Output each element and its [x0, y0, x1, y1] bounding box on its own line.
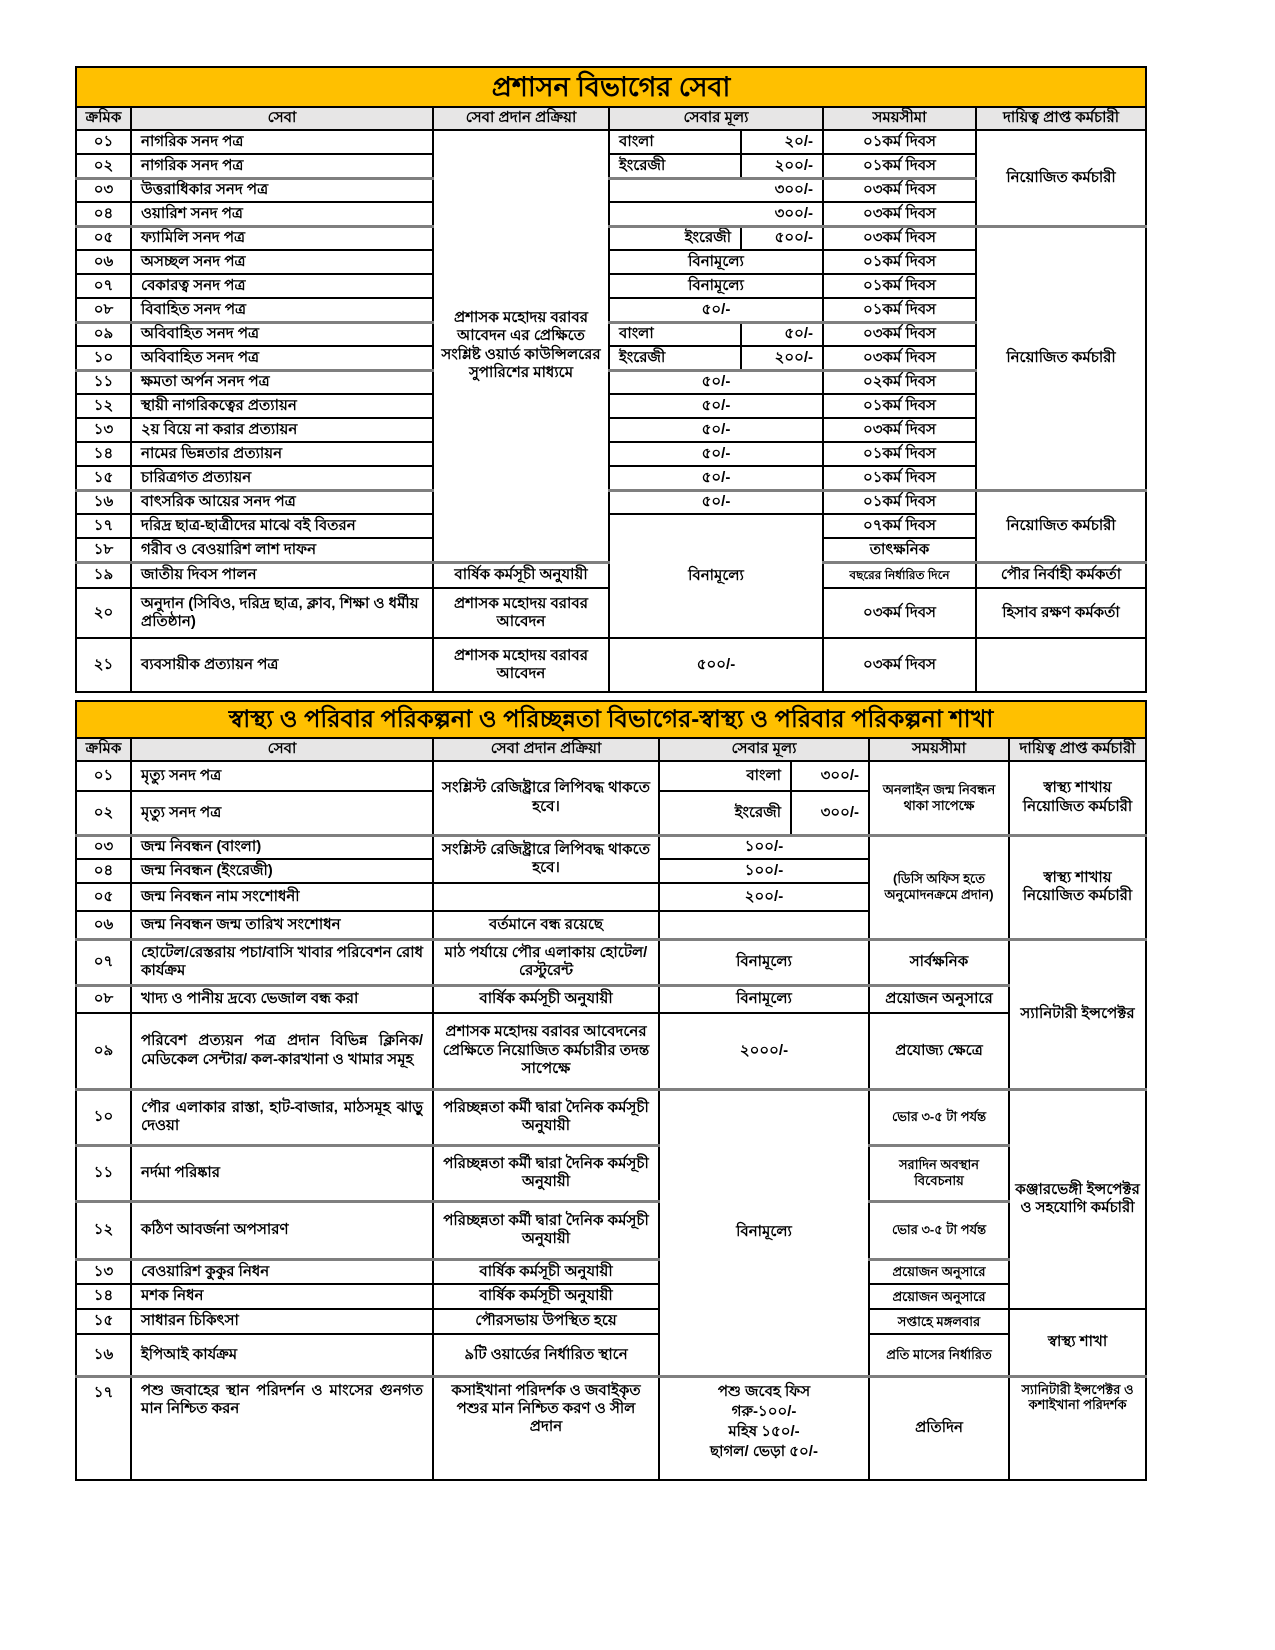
col-header-price: সেবার মূল্য: [659, 738, 869, 761]
process-cell: পরিচ্ছন্নতা কর্মী দ্বারা দৈনিক কর্মসূচী অনুযায়ী: [433, 1089, 659, 1145]
time-cell: ভোর ৩-৫ টা পর্যন্ত: [869, 1201, 1009, 1259]
col-header-service: সেবা: [131, 107, 433, 130]
service-cell: ইপিআই কার্যক্রম: [131, 1334, 433, 1376]
service-cell: জন্ম নিবন্ধন (বাংলা): [131, 835, 433, 859]
price-cell: ৫০/-: [609, 298, 823, 322]
table-row: [76, 985, 1146, 1013]
price-lang-cell: বাংলা: [659, 761, 791, 791]
time-cell: প্রতি মাসের নির্ধারিত: [869, 1334, 1009, 1376]
staff-cell: হিসাব রক্ষণ কর্মকর্তা: [976, 588, 1146, 638]
serial-cell: ০২: [76, 154, 131, 178]
price-cell: ২০/-: [741, 130, 823, 154]
process-cell-merged: প্রশাসক মহোদয় বরাবর আবেদন এর প্রেক্ষিতে সংশ্লিষ্ট ওয়ার্ড কাউন্সিলরের সুপারিশের মাধ্যমে: [433, 130, 609, 562]
service-cell: পৌর এলাকার রাস্তা, হাট-বাজার, মাঠসমূহ ঝাড়ু দেওয়া: [131, 1089, 433, 1145]
service-cell: জন্ম নিবন্ধন নাম সংশোধনী: [131, 883, 433, 911]
section-title-row: [76, 701, 1146, 738]
staff-cell-merged: নিয়োজিত কর্মচারী: [976, 130, 1146, 226]
price-cell: ৫০/-: [609, 442, 823, 466]
serial-cell: ১৪: [76, 442, 131, 466]
service-cell: নামের ভিন্নতার প্রত্যায়ন: [131, 442, 433, 466]
table-row: [76, 1201, 1146, 1259]
process-cell: বার্ষিক কর্মসূচী অনুযায়ী: [433, 562, 609, 588]
time-cell: ০১কর্ম দিবস: [823, 442, 976, 466]
serial-cell: ০৪: [76, 202, 131, 226]
process-cell: মাঠ পর্যায়ে পৌর এলাকায় হোটেল/ রেস্টুরেন্ট: [433, 939, 659, 985]
price-cell: বিনামূল্যে: [609, 274, 823, 298]
staff-cell-merged: স্বাস্থ্য শাখায় নিয়োজিত কর্মচারী: [1009, 761, 1146, 835]
serial-cell: ১৫: [76, 1309, 131, 1334]
service-cell: মশক নিধন: [131, 1284, 433, 1309]
service-cell: মৃত্যু সনদ পত্র: [131, 761, 433, 791]
serial-cell: ১৩: [76, 1259, 131, 1284]
staff-cell-merged: স্বাস্থ্য শাখায় নিয়োজিত কর্মচারী: [1009, 835, 1146, 939]
serial-cell: ০৫: [76, 883, 131, 911]
serial-cell: ০৩: [76, 178, 131, 202]
serial-cell: ১৯: [76, 562, 131, 588]
table-row: [76, 939, 1146, 985]
price-cell: [659, 1376, 869, 1480]
staff-cell-merged: নিয়োজিত কর্মচারী: [976, 226, 1146, 490]
price-cell: বিনামূল্যে: [659, 985, 869, 1013]
process-cell: প্রশাসক মহোদয় বরাবর আবেদন: [433, 638, 609, 692]
staff-cell-merged: স্যানিটারী ইন্সপেক্টর: [1009, 939, 1146, 1089]
service-cell: পশু জবাহের স্থান পরিদর্শন ও মাংসের গুনগত মান নিশ্চিত করন: [131, 1376, 433, 1480]
serial-cell: ০৫: [76, 226, 131, 250]
process-cell-merged: সংশ্লিস্ট রেজিষ্ট্রারে লিপিবদ্ধ থাকতে হবে।: [433, 835, 659, 883]
service-cell: অবিবাহিত সনদ পত্র: [131, 346, 433, 370]
serial-cell: ২১: [76, 638, 131, 692]
price-lang-cell: ইংরেজী: [609, 154, 741, 178]
service-cell: সাধারন চিকিৎসা: [131, 1309, 433, 1334]
time-cell: ০১কর্ম দিবস: [823, 250, 976, 274]
serial-cell: ১৭: [76, 514, 131, 538]
service-cell: ওয়ারিশ সনদ পত্র: [131, 202, 433, 226]
service-cell: জন্ম নিবন্ধন জন্ম তারিখ সংশোধন: [131, 911, 433, 939]
price-cell: ২০০০/-: [659, 1013, 869, 1089]
serial-cell: ১৬: [76, 490, 131, 514]
time-cell: প্রয়োজন অনুসারে: [869, 1259, 1009, 1284]
price-lang-cell: বাংলা: [609, 322, 741, 346]
time-cell: তাৎক্ষনিক: [823, 538, 976, 562]
health-services-table: [75, 700, 1147, 1481]
price-cell: ১০০/-: [659, 859, 869, 883]
col-header-time: সময়সীমা: [823, 107, 976, 130]
price-lang-cell: ইংরেজী: [659, 791, 791, 835]
service-cell: হোটেল/রেস্তরায় পচা/বাসি খাবার পরিবেশন রোধ কার্যক্রম: [131, 939, 433, 985]
time-cell: ০১কর্ম দিবস: [823, 466, 976, 490]
process-cell: কসাইখানা পরিদর্শক ও জবাইকৃত পশুর মান নিশ্চিত করণ ও সীল প্রদান: [433, 1376, 659, 1480]
time-cell: সপ্তাহে মঙ্গলবার: [869, 1309, 1009, 1334]
service-charter-sheet: [75, 66, 1145, 1481]
service-cell: দরিদ্র ছাত্র-ছাত্রীদের মাঝে বই বিতরন: [131, 514, 433, 538]
table-row: [76, 226, 1146, 250]
service-cell: অসচ্ছল সনদ পত্র: [131, 250, 433, 274]
staff-cell-merged: কঞ্জারভেঙ্গী ইন্সপেক্টর ও সহযোগি কর্মচারী: [1009, 1089, 1146, 1309]
serial-cell: ১৮: [76, 538, 131, 562]
serial-cell: ০৭: [76, 274, 131, 298]
serial-cell: ০৪: [76, 859, 131, 883]
time-cell: ০৩কর্ম দিবস: [823, 418, 976, 442]
price-line: মহিষ ১৫০/-: [728, 1423, 800, 1440]
service-cell: ২য় বিয়ে না করার প্রত্যায়ন: [131, 418, 433, 442]
staff-cell: স্যানিটারী ইন্সপেক্টর ও কশাইখানা পরিদর্শক: [1009, 1376, 1146, 1480]
column-header-row: [76, 107, 1146, 130]
price-line: ছাগল/ ভেড়া ৫০/-: [710, 1443, 818, 1461]
staff-cell: [976, 638, 1146, 692]
col-header-staff: দায়িত্ব প্রাপ্ত কর্মচারী: [1009, 738, 1146, 761]
serial-cell: ০৮: [76, 985, 131, 1013]
price-cell: ৫০/-: [609, 370, 823, 394]
col-header-serial: ক্রমিক: [76, 738, 131, 761]
process-cell: প্রশাসক মহোদয় বরাবর আবেদনের প্রেক্ষিতে নিয়োজিত কর্মচারীর তদন্ত সাপেক্ষে: [433, 1013, 659, 1089]
time-cell: ০৭কর্ম দিবস: [823, 514, 976, 538]
time-cell: ০৩কর্ম দিবস: [823, 588, 976, 638]
time-cell-merged: অনলাইন জন্ম নিবন্ধন থাকা সাপেক্ষে: [869, 761, 1009, 835]
table-row: [76, 1284, 1146, 1309]
time-cell: ০১কর্ম দিবস: [823, 154, 976, 178]
col-header-staff: দায়িত্ব প্রাপ্ত কর্মচারী: [976, 107, 1146, 130]
price-lang-cell: ইংরেজী: [609, 226, 741, 250]
column-header-row: [76, 738, 1146, 761]
time-cell: ০১কর্ম দিবস: [823, 130, 976, 154]
price-cell: [659, 911, 869, 939]
service-cell: বেকারত্ব সনদ পত্র: [131, 274, 433, 298]
time-cell: ০৩কর্ম দিবস: [823, 346, 976, 370]
time-cell: ০৩কর্ম দিবস: [823, 226, 976, 250]
service-cell: নর্দমা পরিষ্কার: [131, 1145, 433, 1201]
service-cell: বেওয়ারিশ কুকুর নিধন: [131, 1259, 433, 1284]
service-cell: কঠিণ আবর্জনা অপসারণ: [131, 1201, 433, 1259]
section1-title: প্রশাসন বিভাগের সেবা: [76, 67, 1146, 107]
serial-cell: ১২: [76, 1201, 131, 1259]
price-line: পশু জবেহ ফিস: [717, 1382, 811, 1400]
col-header-time: সময়সীমা: [869, 738, 1009, 761]
time-cell: প্রতিদিন: [869, 1376, 1009, 1480]
table-row: [76, 490, 1146, 514]
time-cell-merged: (ডিসি অফিস হতে অনুমোদনক্রমে প্রদান): [869, 835, 1009, 939]
time-cell: প্রযোজ্য ক্ষেত্রে: [869, 1013, 1009, 1089]
process-cell: প্রশাসক মহোদয় বরাবর আবেদন: [433, 588, 609, 638]
time-cell: প্রয়োজন অনুসারে: [869, 985, 1009, 1013]
process-cell: বার্ষিক কর্মসূচী অনুযায়ী: [433, 985, 659, 1013]
serial-cell: ১০: [76, 346, 131, 370]
time-cell: সার্বক্ষনিক: [869, 939, 1009, 985]
service-cell: জন্ম নিবন্ধন (ইংরেজী): [131, 859, 433, 883]
service-cell: উত্তরাধিকার সনদ পত্র: [131, 178, 433, 202]
process-cell: [433, 883, 659, 911]
table-row: [76, 835, 1146, 859]
time-cell: ০১কর্ম দিবস: [823, 298, 976, 322]
serial-cell: ১৩: [76, 418, 131, 442]
time-cell: ০৩কর্ম দিবস: [823, 322, 976, 346]
time-cell: বছরের নির্ধারিত দিনে: [823, 562, 976, 588]
process-cell: ৯টি ওয়ার্ডের নির্ধারিত স্থানে: [433, 1334, 659, 1376]
serial-cell: ০২: [76, 791, 131, 835]
section2-title: স্বাস্থ্য ও পরিবার পরিকল্পনা ও পরিচ্ছন্নতা বিভাগের-স্বাস্থ্য ও পরিবার পরিকল্পনা শাখা: [76, 701, 1146, 738]
serial-cell: ১৫: [76, 466, 131, 490]
serial-cell: ০৬: [76, 250, 131, 274]
service-cell: চারিত্রগত প্রত্যায়ন: [131, 466, 433, 490]
price-cell: ৩০০/-: [791, 791, 869, 835]
service-cell: মৃত্যু সনদ পত্র: [131, 791, 433, 835]
table-row: [76, 1309, 1146, 1334]
price-cell: ৫০/-: [609, 418, 823, 442]
price-cell: ২০০/-: [741, 154, 823, 178]
service-cell: স্থায়ী নাগরিকত্বের প্রত্যায়ন: [131, 394, 433, 418]
price-line: গরু-১০০/-: [731, 1402, 797, 1420]
service-cell: বিবাহিত সনদ পত্র: [131, 298, 433, 322]
col-header-service: সেবা: [131, 738, 433, 761]
serial-cell: ০৯: [76, 1013, 131, 1089]
serial-cell: ১৪: [76, 1284, 131, 1309]
price-cell: ২০০/-: [741, 346, 823, 370]
time-cell: প্রয়োজন অনুসারে: [869, 1284, 1009, 1309]
service-cell: গরীব ও বেওয়ারিশ লাশ দাফন: [131, 538, 433, 562]
price-cell: ৫০/-: [609, 466, 823, 490]
price-cell: ১০০/-: [659, 835, 869, 859]
serial-cell: ০৭: [76, 939, 131, 985]
price-lang-cell: ইংরেজী: [609, 346, 741, 370]
time-cell: ০২কর্ম দিবস: [823, 370, 976, 394]
service-cell: নাগরিক সনদ পত্র: [131, 154, 433, 178]
price-cell: ৫০/-: [609, 490, 823, 514]
price-cell: বিনামূল্যে: [659, 939, 869, 985]
section-title-row: [76, 67, 1146, 107]
service-cell: খাদ্য ও পানীয় দ্রব্যে ভেজাল বন্ধ করা: [131, 985, 433, 1013]
staff-cell-merged: নিয়োজিত কর্মচারী: [976, 490, 1146, 562]
process-cell: বার্ষিক কর্মসূচী অনুযায়ী: [433, 1259, 659, 1284]
price-cell: বিনামূল্যে: [609, 250, 823, 274]
serial-cell: ১০: [76, 1089, 131, 1145]
col-header-price: সেবার মূল্য: [609, 107, 823, 130]
process-cell: পরিচ্ছন্নতা কর্মী দ্বারা দৈনিক কর্মসূচী অনুযায়ী: [433, 1145, 659, 1201]
serial-cell: ২০: [76, 588, 131, 638]
table-row: [76, 1376, 1146, 1480]
serial-cell: ১৬: [76, 1334, 131, 1376]
table-row: [76, 1259, 1146, 1284]
time-cell: ০১কর্ম দিবস: [823, 394, 976, 418]
price-lang-cell: বাংলা: [609, 130, 741, 154]
time-cell: সরাদিন অবস্থান বিবেচনায়: [869, 1145, 1009, 1201]
price-cell: ৫০০/-: [741, 226, 823, 250]
serial-cell: ০৩: [76, 835, 131, 859]
price-cell: ৫০/-: [741, 322, 823, 346]
serial-cell: ১২: [76, 394, 131, 418]
price-cell: ৩০০/-: [791, 761, 869, 791]
serial-cell: ১৭: [76, 1376, 131, 1480]
table-row: [76, 1089, 1146, 1145]
service-cell: নাগরিক সনদ পত্র: [131, 130, 433, 154]
time-cell: ০১কর্ম দিবস: [823, 274, 976, 298]
service-cell: ক্ষমতা অর্পন সনদ পত্র: [131, 370, 433, 394]
process-cell: বর্তমানে বন্ধ রয়েছে: [433, 911, 659, 939]
price-cell: ৩০০/-: [609, 178, 823, 202]
time-cell: ভোর ৩-৫ টা পর্যন্ত: [869, 1089, 1009, 1145]
table-row: [76, 1013, 1146, 1089]
col-header-process: সেবা প্রদান প্রক্রিয়া: [433, 738, 659, 761]
serial-cell: ১১: [76, 1145, 131, 1201]
price-cell: ৫০০/-: [609, 638, 823, 692]
time-cell: ০১কর্ম দিবস: [823, 490, 976, 514]
staff-cell: পৌর নির্বাহী কর্মকর্তা: [976, 562, 1146, 588]
col-header-process: সেবা প্রদান প্রক্রিয়া: [433, 107, 609, 130]
service-cell: অবিবাহিত সনদ পত্র: [131, 322, 433, 346]
process-cell: পৌরসভায় উপস্থিত হয়ে: [433, 1309, 659, 1334]
price-cell: ৩০০/-: [609, 202, 823, 226]
service-cell: বাৎসরিক আয়ের সনদ পত্র: [131, 490, 433, 514]
process-cell: বার্ষিক কর্মসূচী অনুযায়ী: [433, 1284, 659, 1309]
time-cell: ০৩কর্ম দিবস: [823, 178, 976, 202]
col-header-serial: ক্রমিক: [76, 107, 131, 130]
service-cell: অনুদান (সিবিও, দরিদ্র ছাত্র, ক্লাব, শিক্ষা ও ধর্মীয় প্রতিষ্ঠান): [131, 588, 433, 638]
price-cell: ২০০/-: [659, 883, 869, 911]
service-cell: ব্যবসায়ীক প্রত্যায়ন পত্র: [131, 638, 433, 692]
serial-cell: ০১: [76, 130, 131, 154]
price-cell-merged: বিনামূল্যে: [659, 1089, 869, 1376]
table-row: [76, 1145, 1146, 1201]
table-row: [76, 638, 1146, 692]
serial-cell: ১১: [76, 370, 131, 394]
price-cell-merged: বিনামূল্যে: [609, 514, 823, 638]
serial-cell: ০১: [76, 761, 131, 791]
time-cell: ০৩কর্ম দিবস: [823, 202, 976, 226]
staff-cell-merged: স্বাস্থ্য শাখা: [1009, 1309, 1146, 1376]
table-row: [76, 130, 1146, 154]
table-row: [76, 761, 1146, 791]
process-cell: পরিচ্ছন্নতা কর্মী দ্বারা দৈনিক কর্মসূচী অনুযায়ী: [433, 1201, 659, 1259]
service-cell: পরিবেশ প্রত্যয়ন পত্র প্রদান বিভিন্ন ক্লিনিক/মেডিকেল সেন্টার/ কল-কারখানা ও খামার সমূহ: [131, 1013, 433, 1089]
admin-services-table: [75, 66, 1147, 693]
serial-cell: ০৬: [76, 911, 131, 939]
price-cell: ৫০/-: [609, 394, 823, 418]
table-row: [76, 1334, 1146, 1376]
service-cell: ফ্যামিলি সনদ পত্র: [131, 226, 433, 250]
time-cell: ০৩কর্ম দিবস: [823, 638, 976, 692]
serial-cell: ০৯: [76, 322, 131, 346]
service-cell: জাতীয় দিবস পালন: [131, 562, 433, 588]
process-cell-merged: সংশ্লিস্ট রেজিষ্ট্রারে লিপিবদ্ধ থাকতে হবে।: [433, 761, 659, 835]
serial-cell: ০৮: [76, 298, 131, 322]
